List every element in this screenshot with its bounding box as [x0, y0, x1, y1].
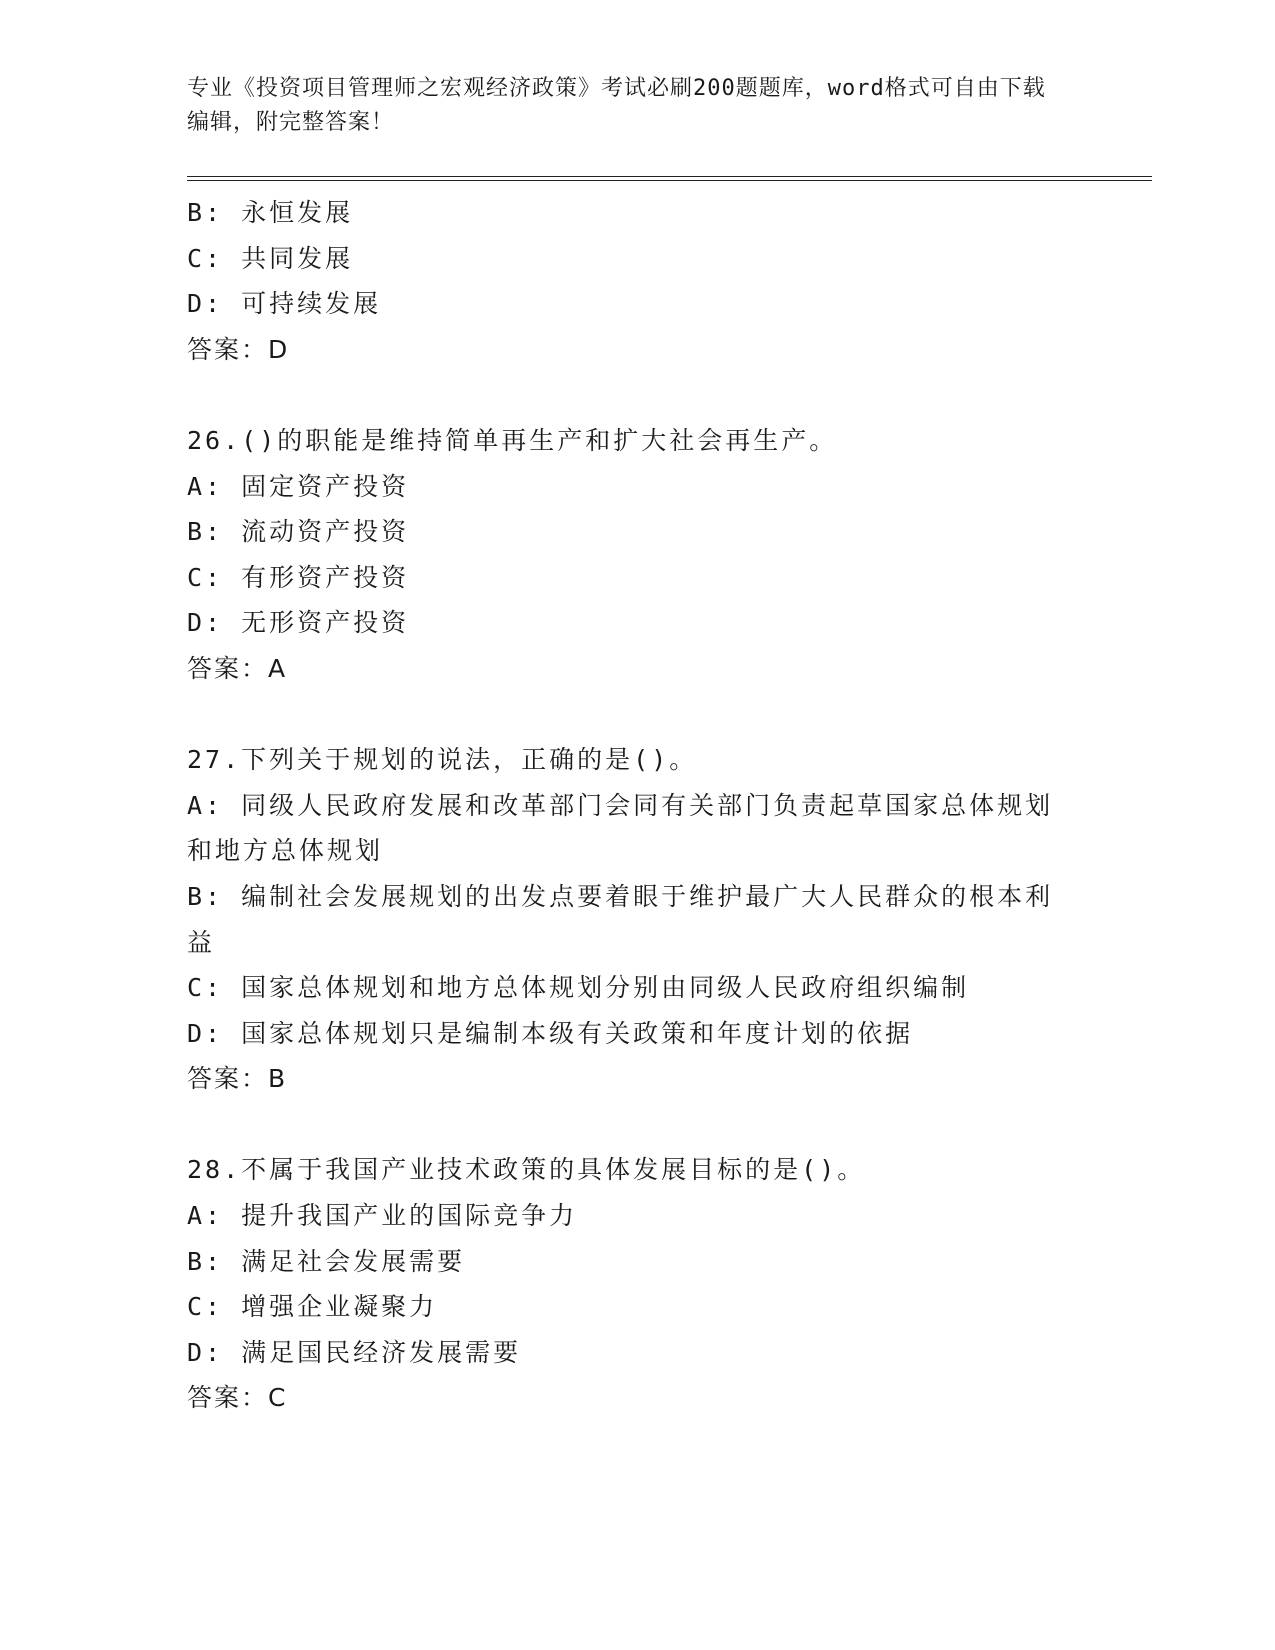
- option-d: D: 满足国民经济发展需要: [187, 1337, 522, 1367]
- option-b: B: 编制社会发展规划的出发点要着眼于维护最广大人民群众的根本利益: [187, 881, 1054, 957]
- question-content: [187, 190, 1067, 1421]
- option-a: A: 同级人民政府发展和改革部门会同有关部门负责起草国家总体规划和地方总体规划: [187, 790, 1054, 866]
- header-rule-bottom: [187, 180, 1152, 181]
- answer-line: 答案：D: [187, 334, 290, 364]
- option-c: C: 共同发展: [187, 243, 354, 273]
- answer-line: 答案：A: [187, 653, 288, 683]
- option-a: A: 固定资产投资: [187, 471, 410, 501]
- option-d: D: 可持续发展: [187, 289, 382, 319]
- spacer: [187, 372, 1067, 418]
- question-stem: 27.下列关于规划的说法，正确的是()。: [187, 745, 698, 775]
- option-d: D: 国家总体规划只是编制本级有关政策和年度计划的依据: [187, 1018, 914, 1048]
- option-a: A: 提升我国产业的国际竞争力: [187, 1201, 578, 1231]
- option-c: C: 有形资产投资: [187, 562, 410, 592]
- answer-line: 答案：B: [187, 1064, 288, 1094]
- spacer: [187, 1102, 1067, 1148]
- document-header: [187, 72, 1067, 140]
- header-rule-top: [187, 176, 1152, 177]
- option-b: B: 满足社会发展需要: [187, 1246, 466, 1276]
- option-c: C: 增强企业凝聚力: [187, 1292, 438, 1322]
- option-b: B: 永恒发展: [187, 198, 354, 227]
- answer-line: 答案：C: [187, 1383, 288, 1413]
- option-c: C: 国家总体规划和地方总体规划分别由同级人民政府组织编制: [187, 973, 970, 1003]
- question-25-continued: [187, 190, 1067, 372]
- question-stem: 26.()的职能是维持简单再生产和扩大社会再生产。: [187, 425, 838, 455]
- spacer: [187, 692, 1067, 738]
- option-b: B: 流动资产投资: [187, 517, 410, 547]
- question-26: [187, 418, 1067, 692]
- option-d: D: 无形资产投资: [187, 608, 410, 638]
- header-text: 专业《投资项目管理师之宏观经济政策》考试必刷200题题库，word格式可自由下载编辑，附完整答案！: [187, 76, 1046, 135]
- question-28: [187, 1147, 1067, 1421]
- question-27: [187, 737, 1067, 1102]
- question-stem: 28.不属于我国产业技术政策的具体发展目标的是()。: [187, 1155, 866, 1185]
